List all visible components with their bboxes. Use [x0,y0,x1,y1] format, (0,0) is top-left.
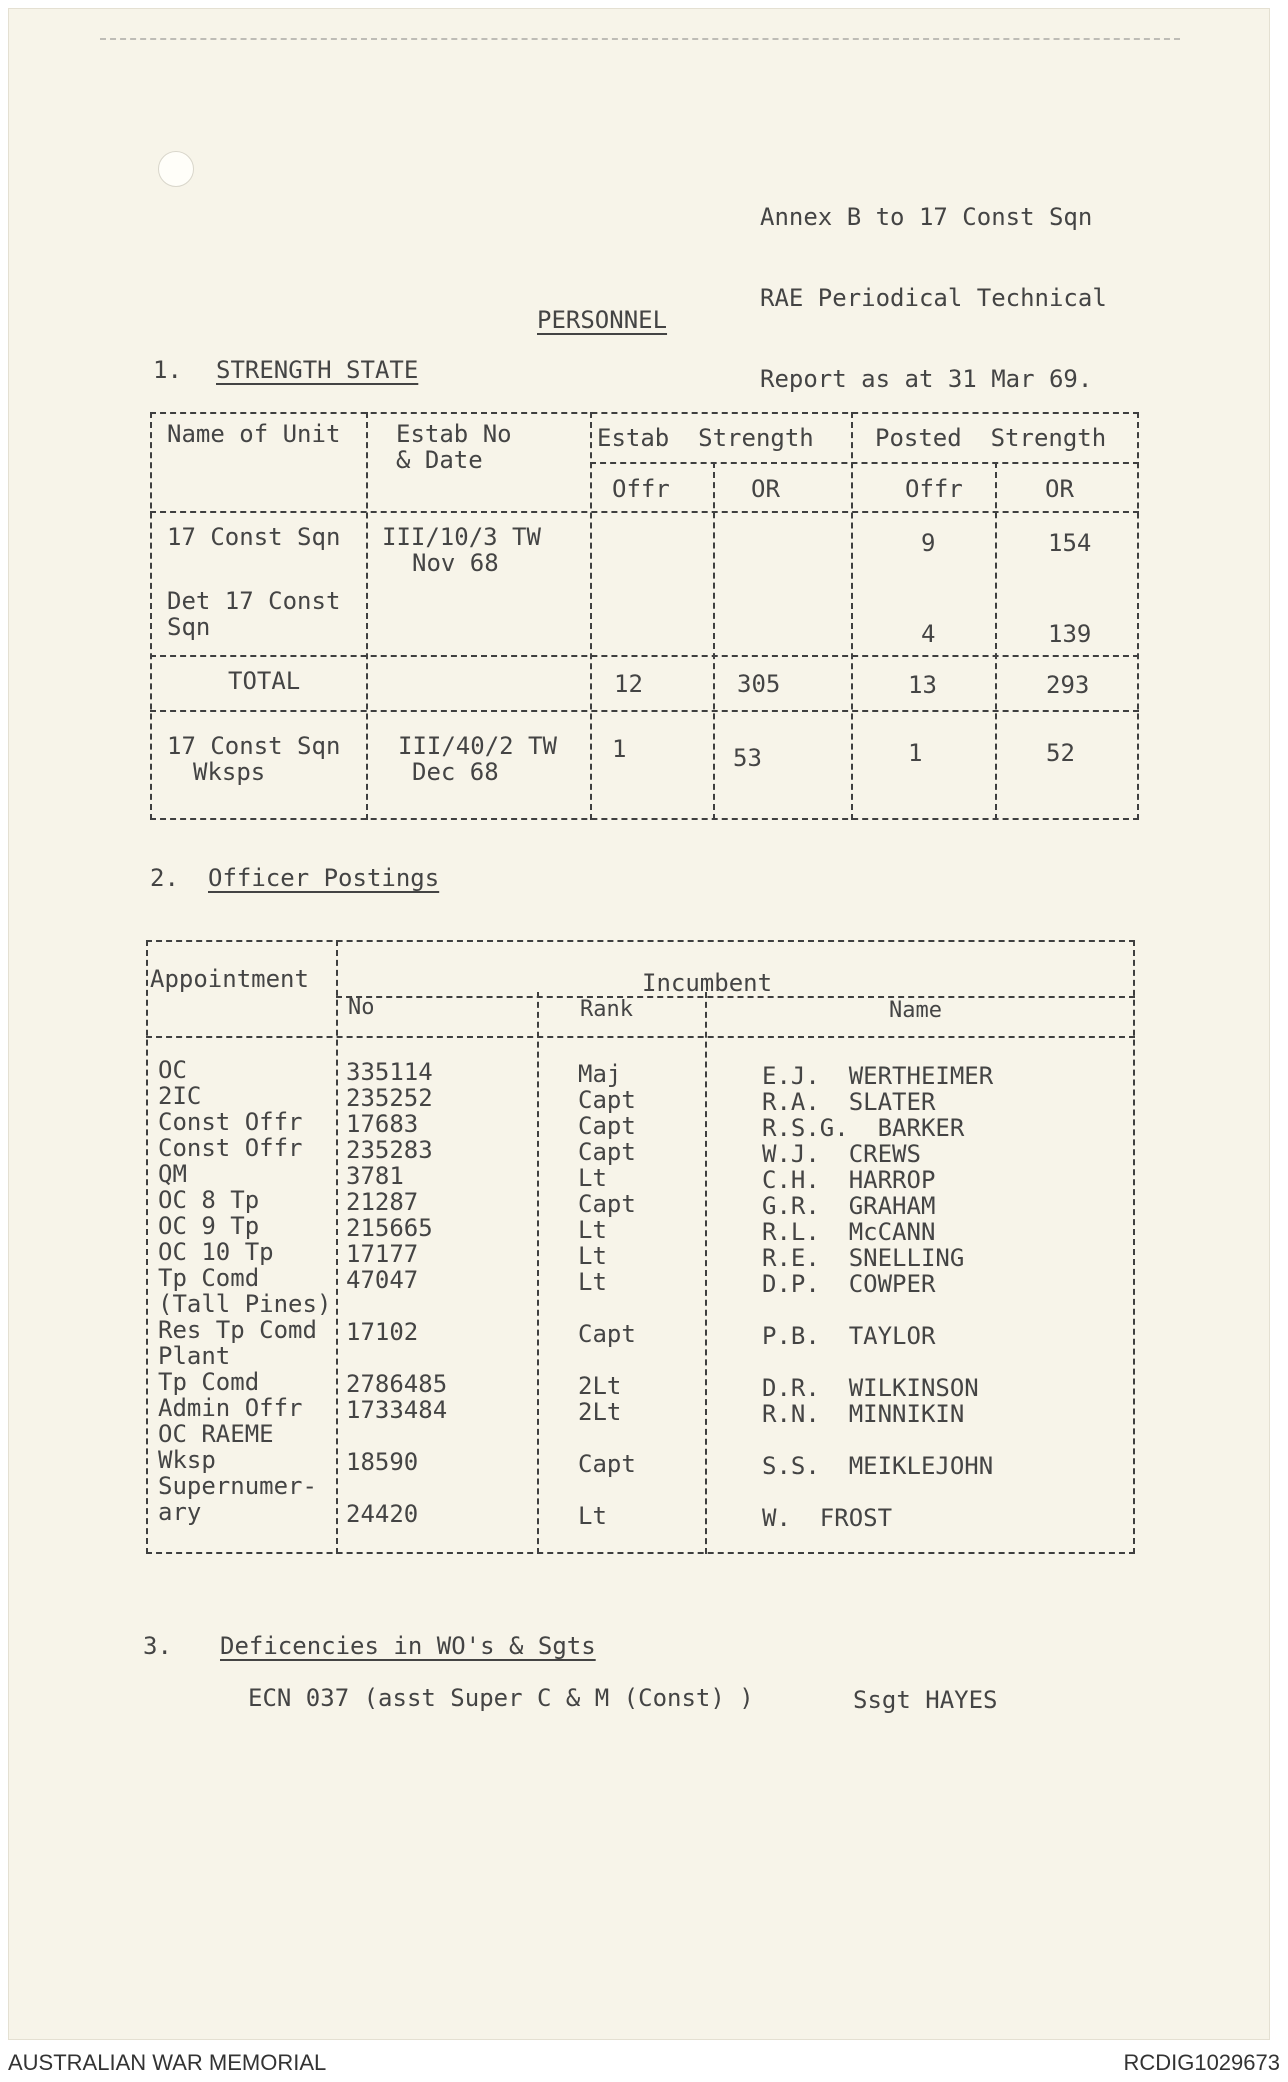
strength-divider [851,412,853,820]
header-estab-offr: Offr [612,475,670,503]
deficiency-position: ECN 037 (asst Super C & M (Const) ) [248,1684,754,1712]
deficiency-holder: Ssgt HAYES [853,1686,998,1714]
table-cell-unit: Det 17 Const [167,587,341,615]
table-cell-posted-or: 293 [1046,671,1090,699]
service-number-cell: 3781 [346,1162,404,1190]
name-cell: D.P. COWPER [762,1270,936,1298]
strength-divider [150,511,1139,513]
name-cell: D.R. WILKINSON [762,1374,979,1402]
rank-column [578,1061,636,1529]
strength-divider [150,710,1139,712]
rank-cell: Capt [578,1450,636,1478]
service-number-cell: 235252 [346,1084,433,1112]
annex-line-1: Annex B to 17 Const Sqn [760,203,1093,231]
service-number-cell [346,1475,447,1501]
service-number-cell: 18590 [346,1448,419,1476]
header-no: No [348,995,375,1020]
appointment-cell: OC 10 Tp [158,1238,274,1266]
rank-cell: Lt [578,1502,607,1530]
annex-line-2: RAE Periodical Technical [760,284,1107,312]
table-cell-posted-offr: 4 [921,620,936,648]
appointment-cell: Admin Offr [158,1394,303,1422]
appointment-cell: OC [158,1056,187,1084]
appointment-cell: Supernumer- [158,1472,317,1500]
name-cell: R.L. McCANN [762,1218,936,1246]
service-number-cell: 17177 [346,1240,419,1268]
appointment-cell: Const Offr [158,1134,303,1162]
appointment-cell: OC 8 Tp [158,1186,260,1214]
annex-reference [760,150,1107,420]
header-name: Name [889,998,942,1023]
name-column [762,1063,993,1531]
rank-cell: Capt [578,1320,636,1348]
rank-cell: Capt [578,1190,636,1218]
section1-title: STRENGTH STATE [216,356,419,384]
table-cell-total: TOTAL [228,667,301,695]
section2-title: Officer Postings [208,864,440,892]
postings-divider [146,1036,1135,1038]
section3-title: Deficencies in WO's & Sgts [220,1632,596,1660]
section1-number: 1. [153,356,182,384]
table-cell-estab-offr: 1 [612,735,627,763]
table-cell-posted-or: 154 [1048,529,1092,557]
rank-cell: Lt [578,1242,607,1270]
header-estab-date: & Date [396,446,483,474]
name-cell: W.J. CREWS [762,1140,921,1168]
header-posted-or: OR [1045,475,1074,503]
table-cell-estab-offr: 12 [614,670,643,698]
service-number-cell: 2786485 [346,1370,448,1398]
name-cell: E.J. WERTHEIMER [762,1062,994,1090]
table-cell-unit-2: Wksps [193,758,266,786]
appointment-cell: (Tall Pines) [158,1290,332,1318]
header-estab-strength: Estab Strength [597,424,814,452]
postings-divider [336,940,338,1554]
rank-cell: Capt [578,1138,636,1166]
table-cell-estab: III/40/2 TW [398,732,557,760]
appointment-cell: OC 9 Tp [158,1212,260,1240]
strength-divider [150,655,1139,657]
rank-cell: 2Lt [578,1398,622,1426]
appointment-cell: Const Offr [158,1108,303,1136]
header-appointment: Appointment [150,965,309,993]
strength-divider [590,412,592,820]
service-number-cell [346,1345,447,1371]
name-cell: W. FROST [762,1504,893,1532]
name-cell: S.S. MEIKLEJOHN [762,1452,994,1480]
appointment-cell: Plant [158,1342,231,1370]
name-cell [762,1479,993,1505]
appointment-cell: Wksp [158,1446,216,1474]
footer-archive-name: AUSTRALIAN WAR MEMORIAL [8,2050,327,2075]
header-name-of-unit: Name of Unit [167,420,341,448]
name-cell: C.H. HARROP [762,1166,936,1194]
appointment-cell: Tp Comd [158,1264,260,1292]
table-cell-posted-or: 52 [1046,739,1075,767]
strength-divider [995,462,997,820]
table-cell-estab-date: Dec 68 [412,758,499,786]
rank-cell: Capt [578,1086,636,1114]
page-heading: PERSONNEL [537,306,668,334]
rank-cell: Lt [578,1164,607,1192]
annex-line-3: Report as at 31 Mar 69. [760,365,1093,393]
table-cell-posted-offr: 13 [908,671,937,699]
table-cell-estab-date: Nov 68 [412,549,499,577]
appointment-cell: 2IC [158,1082,202,1110]
table-cell-posted-or: 139 [1048,620,1092,648]
table-cell-estab-or: 53 [733,744,762,772]
table-cell-unit: 17 Const Sqn [167,523,341,551]
name-cell: R.A. SLATER [762,1088,936,1116]
section2-number: 2. [150,864,179,892]
strength-divider [366,412,368,820]
name-cell: R.S.G. BARKER [762,1114,965,1142]
service-number-cell: 47047 [346,1266,419,1294]
footer-document-id: RCDIG1029673 [1123,2050,1280,2075]
strength-divider [713,462,715,820]
name-cell: P.B. TAYLOR [762,1322,936,1350]
appointment-cell: OC RAEME [158,1420,274,1448]
name-cell: R.N. MINNIKIN [762,1400,965,1428]
rank-cell [578,1295,636,1321]
name-cell: R.E. SNELLING [762,1244,965,1272]
rank-cell: 2Lt [578,1372,622,1400]
appointment-column [158,1057,331,1525]
service-number-cell: 24420 [346,1500,419,1528]
header-incumbent: Incumbent [642,969,773,997]
header-estab-no: Estab No [396,420,512,448]
section3-number: 3. [143,1632,172,1660]
name-cell: G.R. GRAHAM [762,1192,936,1220]
appointment-cell: Res Tp Comd [158,1316,317,1344]
postings-divider [537,992,539,1554]
appointment-cell: QM [158,1160,187,1188]
header-posted-offr: Offr [905,475,963,503]
postings-divider [705,992,707,1554]
service-number-cell: 235283 [346,1136,433,1164]
service-number-cell: 1733484 [346,1396,448,1424]
table-cell-estab-or: 305 [737,670,781,698]
header-posted-strength: Posted Strength [875,424,1107,452]
rank-cell: Lt [578,1268,607,1296]
service-number-cell: 215665 [346,1214,433,1242]
table-cell-unit-2: Sqn [167,613,211,641]
rank-cell [578,1477,636,1503]
table-cell-posted-offr: 9 [921,529,936,557]
rank-cell [578,1425,636,1451]
appointment-cell: Tp Comd [158,1368,260,1396]
rank-cell: Capt [578,1112,636,1140]
table-cell-estab: III/10/3 TW [382,523,541,551]
table-cell-posted-offr: 1 [908,739,923,767]
rank-cell: Lt [578,1216,607,1244]
name-cell [762,1297,993,1323]
service-number-cell: 17102 [346,1318,419,1346]
strength-divider [590,462,1139,464]
appointment-cell: ary [158,1498,202,1526]
header-estab-or: OR [751,475,780,503]
punch-hole [158,151,194,187]
service-number-cell: 335114 [346,1058,433,1086]
rank-cell [578,1347,636,1373]
service-number-cell [346,1293,447,1319]
table-cell-unit: 17 Const Sqn [167,732,341,760]
name-cell [762,1349,993,1375]
header-rank: Rank [580,997,633,1022]
service-number-cell [346,1423,447,1449]
top-margin-line [100,38,1180,40]
name-cell [762,1427,993,1453]
rank-cell: Maj [578,1060,622,1088]
service-number-column [346,1059,447,1527]
service-number-cell: 17683 [346,1110,419,1138]
service-number-cell: 21287 [346,1188,419,1216]
